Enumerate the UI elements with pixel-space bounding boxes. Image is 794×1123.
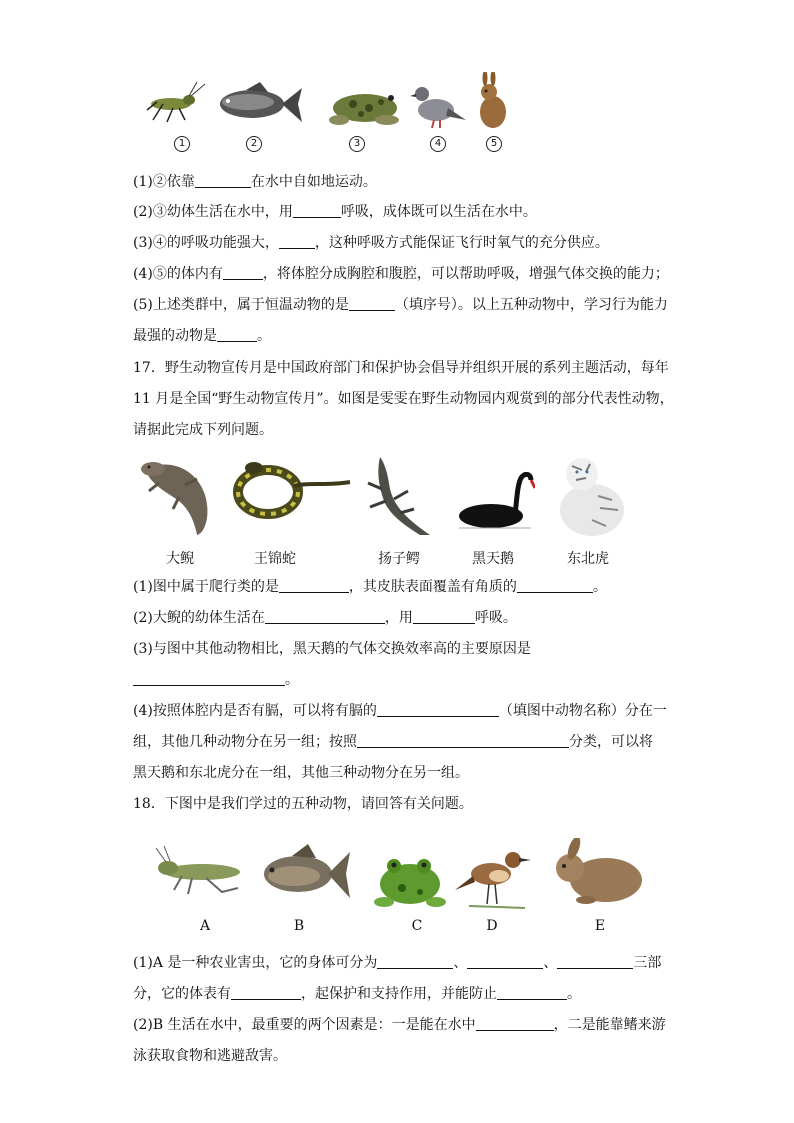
q16-part2: (2)③幼体生活在水中，用 呼吸，成体既可以生活在水中。 <box>133 204 537 220</box>
q16-part5-cont: 最强的动物是 。 <box>133 328 271 344</box>
q17-part4-line3: 黑天鹅和东北虎分在一组，其他三种动物分在另一组。 <box>133 765 469 781</box>
snake-image <box>230 452 352 522</box>
carp-image-b <box>258 842 352 904</box>
answer-blank[interactable] <box>279 578 349 593</box>
rabbit-image <box>473 72 509 130</box>
q17-part4-line2: 组，其他几种动物分在另一组；按照 分类，可以将 <box>133 734 653 750</box>
tiger-image <box>552 452 628 542</box>
q17-part4-line1: (4)按照体腔内是否有膈，可以将有膈的 （填图中动物名称）分在一 <box>133 703 667 719</box>
q16-part5: (5)上述类群中，属于恒温动物的是 （填序号）。以上五种动物中，学习行为能力 <box>133 297 668 313</box>
bird-image-d <box>455 840 533 914</box>
carp-image <box>216 80 304 128</box>
label-a: A <box>199 918 211 934</box>
q18-part2-line1: (2)B 生活在水中，最重要的两个因素是：一是能在水中 ，二是能靠鳍来游 <box>133 1017 666 1033</box>
salamander-image <box>135 455 215 537</box>
alligator-image <box>360 455 438 537</box>
q18-part2-line2: 泳获取食物和逃避敌害。 <box>133 1048 287 1064</box>
animal-label-black-swan: 黑天鹅 <box>472 551 514 567</box>
label-e: E <box>594 918 606 934</box>
answer-blank[interactable] <box>265 609 385 624</box>
rabbit-image-e <box>546 838 648 906</box>
grasshopper-image-a <box>152 846 244 896</box>
marker-1: 1 <box>174 136 190 152</box>
answer-blank[interactable] <box>195 173 251 188</box>
animal-label-tiger: 东北虎 <box>567 551 609 567</box>
animal-label-alligator: 扬子鳄 <box>378 551 420 567</box>
q17-part1: (1)图中属于爬行类的是 ，其皮肤表面覆盖有角质的 。 <box>133 579 607 595</box>
q16-part1: (1)②依靠 在水中自如地运动。 <box>133 174 377 190</box>
animal-label-snake: 王锦蛇 <box>254 551 296 567</box>
marker-3: 3 <box>349 136 365 152</box>
q18-part1-line1: (1)A 是一种农业害虫，它的身体可分为 、 、 三部 <box>133 955 662 971</box>
answer-blank[interactable] <box>349 296 395 311</box>
frog-image-c <box>372 848 448 910</box>
answer-blank[interactable] <box>293 203 341 218</box>
grasshopper-image <box>145 80 207 125</box>
label-b: B <box>293 918 305 934</box>
q17-part3: (3)与图中其他动物相比，黑天鹅的气体交换效率高的主要原因是 <box>133 641 531 657</box>
q18-intro: 18．下图中是我们学过的五种动物，请回答有关问题。 <box>133 796 473 812</box>
answer-blank[interactable] <box>557 954 633 969</box>
answer-blank[interactable] <box>377 702 499 717</box>
answer-blank[interactable] <box>279 234 315 249</box>
animal-label-salamander: 大鲵 <box>166 551 194 567</box>
answer-blank[interactable] <box>223 265 263 280</box>
marker-5: 5 <box>486 136 502 152</box>
q17-intro-line3: 请据此完成下列问题。 <box>133 422 273 438</box>
answer-blank[interactable] <box>377 954 453 969</box>
q17-part3-answer: 。 <box>133 670 299 690</box>
label-d: D <box>486 918 498 934</box>
answer-blank[interactable] <box>467 954 543 969</box>
q18-part1-line2: 分，它的体表有 ，起保护和支持作用，并能防止 。 <box>133 986 581 1002</box>
pigeon-image <box>410 80 468 130</box>
q17-intro-line2: 11 月是全国“野生动物宣传月”。如图是雯雯在野生动物园内观赏到的部分代表性动物， <box>133 391 674 407</box>
answer-blank[interactable] <box>476 1016 554 1031</box>
answer-blank[interactable] <box>497 985 567 1000</box>
answer-blank[interactable] <box>357 733 569 748</box>
q17-intro-line1: 17．野生动物宣传月是中国政府部门和保护协会倡导并组织开展的系列主题活动，每年 <box>133 360 669 376</box>
label-c: C <box>411 918 423 934</box>
black-swan-image <box>455 470 535 532</box>
frog-image <box>325 82 403 128</box>
answer-blank[interactable] <box>231 985 301 1000</box>
q17-part2: (2)大鲵的幼体生活在 ，用 呼吸。 <box>133 610 517 626</box>
answer-blank[interactable] <box>217 327 257 342</box>
marker-4: 4 <box>430 136 446 152</box>
marker-2: 2 <box>246 136 262 152</box>
answer-blank[interactable] <box>133 671 285 686</box>
answer-blank[interactable] <box>413 609 475 624</box>
answer-blank[interactable] <box>517 578 593 593</box>
q16-part4: (4)⑤的体内有 ，将体腔分成胸腔和腹腔，可以帮助呼吸，增强气体交换的能力； <box>133 266 669 282</box>
q16-part3: (3)④的呼吸功能强大， ，这种呼吸方式能保证飞行时氧气的充分供应。 <box>133 235 609 251</box>
